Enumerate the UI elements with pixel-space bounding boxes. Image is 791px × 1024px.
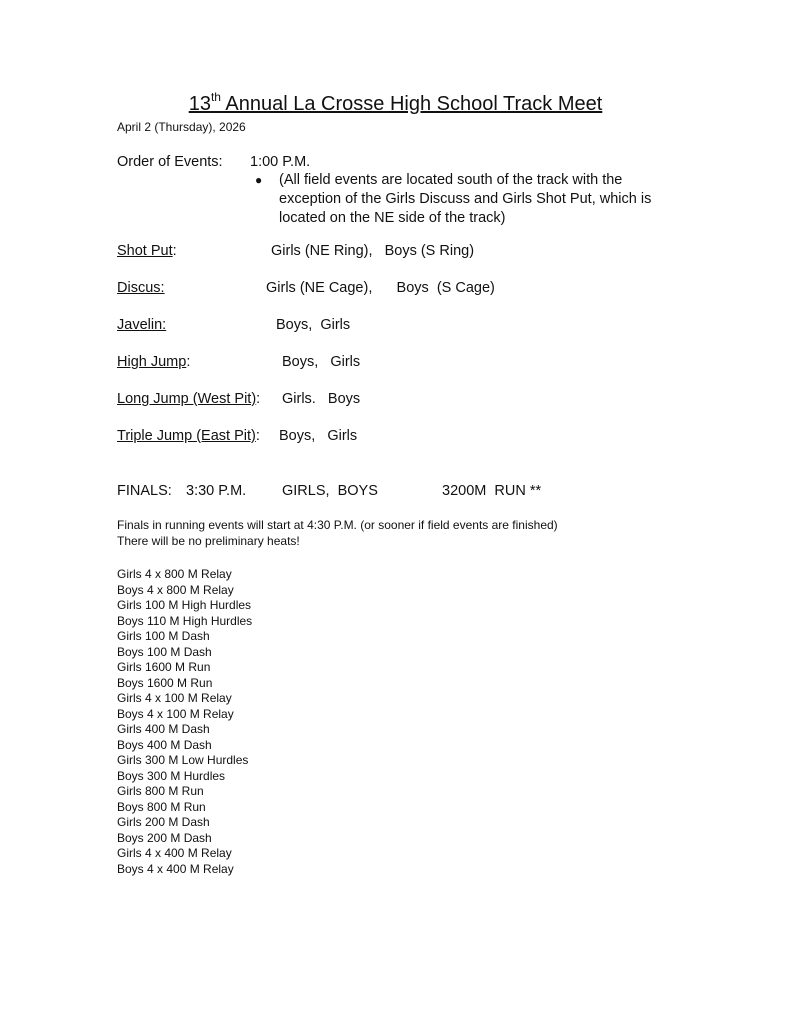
order-of-events-time: 1:00 P.M.: [250, 154, 311, 170]
list-item: Boys 4 x 100 M Relay: [117, 706, 234, 721]
field-event-row: [117, 389, 361, 409]
field-event-value: Girls (NE Ring), Boys (S Ring): [271, 243, 475, 259]
field-event-value: Boys, Girls: [282, 354, 361, 370]
list-item: Girls 400 M Dash: [117, 722, 210, 736]
list-item: Girls 4 x 800 M Relay: [117, 567, 232, 581]
order-of-events-label: Order of Events:: [117, 154, 223, 170]
field-event-value: Girls. Boys: [282, 391, 361, 407]
list-item: Boys 4 x 400 M Relay: [117, 861, 234, 876]
title-number: 13: [188, 93, 211, 115]
field-event-row: [117, 315, 351, 335]
field-event-name: Shot Put: [117, 243, 173, 259]
title-text: Annual La Crosse High School Track Meet: [220, 93, 603, 115]
list-item: Girls 4 x 100 M Relay: [117, 691, 232, 705]
finals-start-note: Finals in running events will start at 4:30 P.M. (or sooner if field events are finished): [117, 518, 558, 532]
field-event-name: Javelin:: [117, 317, 167, 333]
title-ordinal-suffix: th: [210, 90, 221, 104]
field-event-separator: :: [256, 391, 261, 407]
no-heats-note: There will be no preliminary heats!: [117, 534, 300, 548]
field-event-name: High Jump: [117, 354, 187, 370]
page-title: [0, 91, 791, 117]
list-item: Boys 200 M Dash: [117, 830, 212, 845]
list-item: Boys 800 M Run: [117, 799, 206, 814]
field-event-row: [117, 352, 361, 372]
field-event-separator: :: [172, 243, 177, 259]
field-event-separator: :: [255, 428, 260, 444]
list-item: Girls 800 M Run: [117, 784, 204, 798]
field-location-note: (All field events are located south of the track with the exception of the Girls Discuss and Girls Shot Put, which is located on the NE side of the track): [279, 172, 652, 226]
list-item: Girls 1600 M Run: [117, 660, 211, 674]
finals-time: 3:30 P.M.: [186, 483, 247, 499]
list-item: Girls 4 x 400 M Relay: [117, 846, 232, 860]
field-event-name: Discus:: [117, 280, 165, 296]
field-event-name: Long Jump (West Pit): [117, 391, 257, 407]
field-event-row: [117, 278, 495, 298]
bullet-icon: ●: [255, 173, 263, 187]
list-item: Girls 100 M High Hurdles: [117, 598, 252, 612]
field-event-row: [117, 241, 475, 261]
finals-label: FINALS:: [117, 483, 172, 499]
running-events-list: [117, 567, 252, 877]
list-item: Boys 1600 M Run: [117, 675, 213, 690]
meet-date: April 2 (Thursday), 2026: [117, 120, 246, 134]
list-item: Girls 300 M Low Hurdles: [117, 753, 249, 767]
list-item: Boys 100 M Dash: [117, 644, 212, 659]
list-item: Girls 200 M Dash: [117, 815, 210, 829]
field-event-value: Boys, Girls: [276, 317, 351, 333]
field-event-separator: :: [186, 354, 191, 370]
field-event-value: Girls (NE Cage), Boys (S Cage): [266, 280, 495, 296]
list-item: Boys 110 M High Hurdles: [117, 613, 253, 628]
field-event-name: Triple Jump (East Pit): [117, 428, 256, 444]
field-event-row: [117, 426, 358, 446]
list-item: Boys 400 M Dash: [117, 737, 212, 752]
list-item: Boys 4 x 800 M Relay: [117, 582, 234, 597]
field-event-value: Boys, Girls: [279, 428, 358, 444]
list-item: Boys 300 M Hurdles: [117, 768, 226, 783]
list-item: Girls 100 M Dash: [117, 629, 210, 643]
finals-groups: GIRLS, BOYS: [282, 483, 378, 499]
finals-run: 3200M RUN **: [442, 483, 542, 499]
